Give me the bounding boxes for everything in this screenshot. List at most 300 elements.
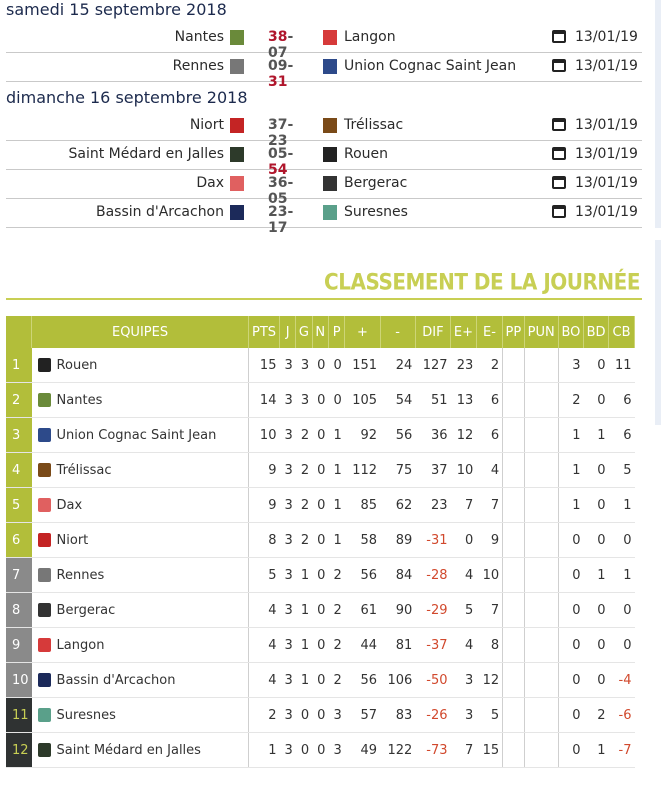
stat-pts: 4 bbox=[249, 663, 280, 698]
stat-bd: 1 bbox=[584, 418, 609, 453]
stat-pts: 10 bbox=[249, 418, 280, 453]
stat-pp bbox=[503, 698, 524, 733]
stat-pun bbox=[524, 523, 558, 558]
team-logo-icon bbox=[38, 743, 51, 757]
match-date: 13/01/19 bbox=[575, 58, 638, 74]
calendar-icon bbox=[552, 30, 566, 43]
team-cell[interactable] bbox=[32, 628, 249, 663]
stat-eminus: 7 bbox=[476, 488, 502, 523]
away-team[interactable]: Rouen bbox=[344, 146, 389, 162]
stat-pts: 8 bbox=[249, 523, 280, 558]
stat-bd: 0 bbox=[584, 348, 609, 383]
match-date: 13/01/19 bbox=[575, 146, 638, 162]
team-logo-icon bbox=[38, 708, 51, 722]
header-eplus: E+ bbox=[451, 316, 477, 348]
rank: 10 bbox=[6, 663, 32, 698]
away-score: 31 bbox=[268, 74, 288, 90]
stat-plus: 56 bbox=[345, 558, 380, 593]
stat-j: 3 bbox=[279, 698, 295, 733]
standings-row bbox=[6, 348, 635, 383]
stat-p: 2 bbox=[328, 593, 344, 628]
match-date: 13/01/19 bbox=[575, 175, 638, 191]
stat-plus: 105 bbox=[345, 383, 380, 418]
stat-pts: 2 bbox=[249, 698, 280, 733]
stat-dif: 127 bbox=[415, 348, 450, 383]
stat-eminus: 2 bbox=[476, 348, 502, 383]
team-cell[interactable] bbox=[32, 733, 249, 768]
team-cell[interactable] bbox=[32, 558, 249, 593]
stat-eplus: 13 bbox=[451, 383, 477, 418]
stat-p: 3 bbox=[328, 698, 344, 733]
rank: 9 bbox=[6, 628, 32, 663]
header-bo: BO bbox=[558, 316, 583, 348]
stat-minus: 89 bbox=[380, 523, 415, 558]
away-team[interactable]: Bergerac bbox=[344, 175, 408, 191]
score: 05-54 bbox=[268, 146, 294, 178]
stat-n: 0 bbox=[312, 383, 328, 418]
team-cell[interactable] bbox=[32, 383, 249, 418]
stat-bo: 0 bbox=[558, 663, 583, 698]
stat-bd: 0 bbox=[584, 593, 609, 628]
team-cell[interactable] bbox=[32, 453, 249, 488]
header-pts: PTS bbox=[249, 316, 280, 348]
stat-eminus: 6 bbox=[476, 418, 502, 453]
header-dif: DIF bbox=[415, 316, 450, 348]
stat-bo: 1 bbox=[558, 488, 583, 523]
home-team[interactable]: Dax bbox=[196, 175, 224, 191]
stat-bo: 0 bbox=[558, 523, 583, 558]
stat-p: 3 bbox=[328, 733, 344, 768]
team-name: Trélissac bbox=[56, 462, 112, 478]
stat-eminus: 15 bbox=[476, 733, 502, 768]
team-name: Langon bbox=[56, 637, 105, 653]
stat-g: 1 bbox=[296, 593, 312, 628]
stat-pp bbox=[503, 418, 524, 453]
standings-row bbox=[6, 663, 635, 698]
rank: 2 bbox=[6, 383, 32, 418]
stat-pun bbox=[524, 663, 558, 698]
stat-cb: 6 bbox=[609, 383, 635, 418]
stat-pun bbox=[524, 418, 558, 453]
rank: 4 bbox=[6, 453, 32, 488]
team-name: Suresnes bbox=[56, 707, 116, 723]
stat-bo: 0 bbox=[558, 733, 583, 768]
away-team[interactable]: Trélissac bbox=[344, 117, 404, 133]
stat-minus: 83 bbox=[380, 698, 415, 733]
stat-minus: 62 bbox=[380, 488, 415, 523]
home-score: 09 bbox=[268, 58, 288, 74]
stat-n: 0 bbox=[312, 733, 328, 768]
stat-pts: 15 bbox=[249, 348, 280, 383]
header-bd: BD bbox=[584, 316, 609, 348]
stat-bd: 0 bbox=[584, 628, 609, 663]
stat-bo: 0 bbox=[558, 628, 583, 663]
stat-bo: 2 bbox=[558, 383, 583, 418]
stat-pun bbox=[524, 558, 558, 593]
stat-dif: -50 bbox=[415, 663, 450, 698]
team-name: Rennes bbox=[56, 567, 105, 583]
calendar-icon bbox=[552, 205, 566, 218]
stat-n: 0 bbox=[312, 663, 328, 698]
stat-pun bbox=[524, 453, 558, 488]
team-logo-icon bbox=[38, 638, 51, 652]
stat-pun bbox=[524, 348, 558, 383]
stat-minus: 56 bbox=[380, 418, 415, 453]
team-logo-icon bbox=[38, 463, 51, 477]
stat-cb: -7 bbox=[609, 733, 635, 768]
stat-j: 3 bbox=[279, 418, 295, 453]
rank: 8 bbox=[6, 593, 32, 628]
stat-g: 1 bbox=[296, 558, 312, 593]
stat-pp bbox=[503, 558, 524, 593]
stat-eplus: 4 bbox=[451, 628, 477, 663]
stat-bd: 1 bbox=[584, 733, 609, 768]
stat-p: 2 bbox=[328, 558, 344, 593]
stat-dif: -31 bbox=[415, 523, 450, 558]
stat-dif: -73 bbox=[415, 733, 450, 768]
rank: 7 bbox=[6, 558, 32, 593]
standings-row bbox=[6, 488, 635, 523]
rank: 5 bbox=[6, 488, 32, 523]
home-team[interactable]: Saint Médard en Jalles bbox=[68, 146, 224, 162]
match-date: 13/01/19 bbox=[575, 117, 638, 133]
day-heading: samedi 15 septembre 2018 bbox=[6, 0, 227, 19]
header-minus: - bbox=[380, 316, 415, 348]
stat-p: 2 bbox=[328, 663, 344, 698]
sidebar-edge bbox=[655, 0, 661, 228]
stat-pun bbox=[524, 488, 558, 523]
team-name: Union Cognac Saint Jean bbox=[56, 427, 217, 443]
rank: 11 bbox=[6, 698, 32, 733]
stat-j: 3 bbox=[279, 523, 295, 558]
team-cell[interactable] bbox=[32, 523, 249, 558]
stat-pp bbox=[503, 663, 524, 698]
stat-g: 3 bbox=[296, 383, 312, 418]
home-team-logo-icon bbox=[230, 118, 244, 133]
standings-table bbox=[6, 316, 635, 768]
stat-g: 2 bbox=[296, 453, 312, 488]
team-logo-icon bbox=[38, 673, 51, 687]
stat-g: 1 bbox=[296, 628, 312, 663]
home-team[interactable]: Niort bbox=[189, 117, 224, 133]
score: 37-23 bbox=[268, 117, 294, 149]
stat-cb: 11 bbox=[609, 348, 635, 383]
team-logo-icon bbox=[38, 393, 51, 407]
team-cell[interactable] bbox=[32, 418, 249, 453]
stat-eminus: 6 bbox=[476, 383, 502, 418]
stat-pun bbox=[524, 383, 558, 418]
stat-cb: 0 bbox=[609, 628, 635, 663]
team-logo-icon bbox=[38, 568, 51, 582]
stat-cb: -4 bbox=[609, 663, 635, 698]
home-team-logo-icon bbox=[230, 30, 244, 45]
stat-plus: 85 bbox=[345, 488, 380, 523]
away-team-logo-icon bbox=[323, 205, 337, 220]
stat-dif: 36 bbox=[415, 418, 450, 453]
away-score: 54 bbox=[268, 162, 288, 178]
match-row[interactable] bbox=[6, 53, 642, 90]
stat-eplus: 4 bbox=[451, 558, 477, 593]
calendar-icon bbox=[552, 59, 566, 72]
stat-n: 0 bbox=[312, 453, 328, 488]
stat-n: 0 bbox=[312, 488, 328, 523]
stat-g: 0 bbox=[296, 698, 312, 733]
standings-row bbox=[6, 523, 635, 558]
stat-minus: 24 bbox=[380, 348, 415, 383]
stat-pts: 9 bbox=[249, 488, 280, 523]
rank: 6 bbox=[6, 523, 32, 558]
stat-cb: 0 bbox=[609, 523, 635, 558]
match-date: 13/01/19 bbox=[575, 29, 638, 45]
away-score: 23 bbox=[268, 133, 288, 149]
home-team[interactable]: Nantes bbox=[174, 29, 224, 45]
standings-row bbox=[6, 628, 635, 663]
stat-cb: 0 bbox=[609, 593, 635, 628]
match-row[interactable] bbox=[6, 170, 642, 207]
team-cell[interactable] bbox=[32, 663, 249, 698]
stat-plus: 112 bbox=[345, 453, 380, 488]
score: 38-07 bbox=[268, 29, 294, 61]
calendar-icon bbox=[552, 147, 566, 160]
away-team-logo-icon bbox=[323, 176, 337, 191]
home-team[interactable]: Bassin d'Arcachon bbox=[95, 204, 224, 220]
stat-plus: 61 bbox=[345, 593, 380, 628]
stat-cb: 6 bbox=[609, 418, 635, 453]
team-name: Rouen bbox=[56, 357, 98, 373]
stat-bd: 1 bbox=[584, 558, 609, 593]
header-j: J bbox=[279, 316, 295, 348]
stat-n: 0 bbox=[312, 558, 328, 593]
stat-bd: 2 bbox=[584, 698, 609, 733]
header-eminus: E- bbox=[476, 316, 502, 348]
away-score: 17 bbox=[268, 220, 288, 236]
rank: 3 bbox=[6, 418, 32, 453]
standings-row bbox=[6, 453, 635, 488]
standings-row bbox=[6, 733, 635, 768]
stat-bd: 0 bbox=[584, 663, 609, 698]
stat-eplus: 3 bbox=[451, 698, 477, 733]
away-team-logo-icon bbox=[323, 59, 337, 74]
header-equipes: EQUIPES bbox=[32, 316, 249, 348]
team-cell[interactable] bbox=[32, 698, 249, 733]
team-cell[interactable] bbox=[32, 348, 249, 383]
stat-j: 3 bbox=[279, 733, 295, 768]
stat-eminus: 5 bbox=[476, 698, 502, 733]
stat-g: 3 bbox=[296, 348, 312, 383]
team-name: Saint Médard en Jalles bbox=[56, 742, 201, 758]
away-team-logo-icon bbox=[323, 118, 337, 133]
standings-row bbox=[6, 593, 635, 628]
match-row[interactable] bbox=[6, 141, 642, 178]
stat-eplus: 23 bbox=[451, 348, 477, 383]
team-cell[interactable] bbox=[32, 593, 249, 628]
away-team[interactable]: Suresnes bbox=[344, 204, 408, 220]
stat-cb: 1 bbox=[609, 488, 635, 523]
header-rank bbox=[6, 316, 32, 348]
stat-pp bbox=[503, 383, 524, 418]
team-name: Bassin d'Arcachon bbox=[56, 672, 176, 688]
stat-bo: 0 bbox=[558, 593, 583, 628]
stat-g: 0 bbox=[296, 733, 312, 768]
team-logo-icon bbox=[38, 358, 51, 372]
stat-eplus: 12 bbox=[451, 418, 477, 453]
stat-pp bbox=[503, 628, 524, 663]
standings-body bbox=[6, 348, 635, 768]
stat-cb: 1 bbox=[609, 558, 635, 593]
stat-bo: 3 bbox=[558, 348, 583, 383]
away-team[interactable]: Union Cognac Saint Jean bbox=[344, 58, 517, 74]
stat-pun bbox=[524, 698, 558, 733]
home-score: 23 bbox=[268, 204, 288, 220]
stat-eminus: 12 bbox=[476, 663, 502, 698]
sidebar-edge bbox=[655, 240, 661, 425]
away-score: 05 bbox=[268, 191, 288, 207]
team-cell[interactable] bbox=[32, 488, 249, 523]
stat-pp bbox=[503, 733, 524, 768]
home-team-logo-icon bbox=[230, 59, 244, 74]
team-logo-icon bbox=[38, 533, 51, 547]
stat-p: 0 bbox=[328, 348, 344, 383]
stat-minus: 122 bbox=[380, 733, 415, 768]
rank: 1 bbox=[6, 348, 32, 383]
stat-pts: 4 bbox=[249, 593, 280, 628]
stat-minus: 84 bbox=[380, 558, 415, 593]
stat-pp bbox=[503, 488, 524, 523]
team-name: Bergerac bbox=[56, 602, 116, 618]
standings-row bbox=[6, 558, 635, 593]
stat-p: 1 bbox=[328, 523, 344, 558]
match-row[interactable] bbox=[6, 24, 642, 61]
stat-eminus: 10 bbox=[476, 558, 502, 593]
stat-n: 0 bbox=[312, 698, 328, 733]
stat-j: 3 bbox=[279, 453, 295, 488]
stat-n: 0 bbox=[312, 348, 328, 383]
stat-bd: 0 bbox=[584, 523, 609, 558]
stat-j: 3 bbox=[279, 348, 295, 383]
stat-eminus: 9 bbox=[476, 523, 502, 558]
stat-plus: 56 bbox=[345, 663, 380, 698]
header-cb: CB bbox=[609, 316, 635, 348]
away-team[interactable]: Langon bbox=[344, 29, 396, 45]
stat-pp bbox=[503, 593, 524, 628]
team-name: Niort bbox=[56, 532, 89, 548]
stat-j: 3 bbox=[279, 488, 295, 523]
stat-pts: 9 bbox=[249, 453, 280, 488]
stat-p: 1 bbox=[328, 418, 344, 453]
rank: 12 bbox=[6, 733, 32, 768]
match-row[interactable] bbox=[6, 199, 642, 236]
stat-pts: 1 bbox=[249, 733, 280, 768]
stat-eplus: 0 bbox=[451, 523, 477, 558]
stat-g: 2 bbox=[296, 488, 312, 523]
stat-dif: -37 bbox=[415, 628, 450, 663]
stat-n: 0 bbox=[312, 418, 328, 453]
stat-plus: 58 bbox=[345, 523, 380, 558]
stat-dif: -26 bbox=[415, 698, 450, 733]
stat-eminus: 4 bbox=[476, 453, 502, 488]
header-g: G bbox=[296, 316, 312, 348]
stat-bo: 1 bbox=[558, 418, 583, 453]
stat-j: 3 bbox=[279, 383, 295, 418]
stat-cb: 5 bbox=[609, 453, 635, 488]
stat-minus: 90 bbox=[380, 593, 415, 628]
classement-title: CLASSEMENT DE LA JOURNÉE bbox=[324, 268, 640, 296]
stat-pp bbox=[503, 453, 524, 488]
team-name: Dax bbox=[56, 497, 83, 513]
stat-pun bbox=[524, 733, 558, 768]
stat-pts: 4 bbox=[249, 628, 280, 663]
stat-bo: 0 bbox=[558, 698, 583, 733]
stat-pp bbox=[503, 348, 524, 383]
stat-bd: 0 bbox=[584, 383, 609, 418]
stat-pun bbox=[524, 628, 558, 663]
stat-eminus: 8 bbox=[476, 628, 502, 663]
home-team-logo-icon bbox=[230, 176, 244, 191]
stat-n: 0 bbox=[312, 523, 328, 558]
stat-plus: 49 bbox=[345, 733, 380, 768]
stat-bd: 0 bbox=[584, 453, 609, 488]
stat-minus: 75 bbox=[380, 453, 415, 488]
title-rule bbox=[6, 298, 642, 300]
calendar-icon bbox=[552, 176, 566, 189]
away-team-logo-icon bbox=[323, 147, 337, 162]
stat-j: 3 bbox=[279, 593, 295, 628]
stat-cb: -6 bbox=[609, 698, 635, 733]
team-logo-icon bbox=[38, 603, 51, 617]
standings-header bbox=[6, 316, 635, 348]
stat-eplus: 3 bbox=[451, 663, 477, 698]
header-plus: + bbox=[345, 316, 380, 348]
team-logo-icon bbox=[38, 498, 51, 512]
standings-row bbox=[6, 698, 635, 733]
stat-minus: 54 bbox=[380, 383, 415, 418]
stat-pts: 14 bbox=[249, 383, 280, 418]
stat-p: 1 bbox=[328, 488, 344, 523]
stat-j: 3 bbox=[279, 628, 295, 663]
stat-dif: 23 bbox=[415, 488, 450, 523]
stat-dif: 51 bbox=[415, 383, 450, 418]
stat-bo: 0 bbox=[558, 558, 583, 593]
home-team-logo-icon bbox=[230, 205, 244, 220]
team-name: Nantes bbox=[56, 392, 103, 408]
stat-j: 3 bbox=[279, 558, 295, 593]
stat-plus: 151 bbox=[345, 348, 380, 383]
stat-bd: 0 bbox=[584, 488, 609, 523]
stat-eminus: 7 bbox=[476, 593, 502, 628]
team-logo-icon bbox=[38, 428, 51, 442]
stat-j: 3 bbox=[279, 663, 295, 698]
stat-pp bbox=[503, 523, 524, 558]
stat-eplus: 7 bbox=[451, 488, 477, 523]
stat-bo: 1 bbox=[558, 453, 583, 488]
score: 09-31 bbox=[268, 58, 294, 90]
stat-pun bbox=[524, 593, 558, 628]
stat-eplus: 7 bbox=[451, 733, 477, 768]
away-team-logo-icon bbox=[323, 30, 337, 45]
home-score: 38 bbox=[268, 29, 288, 45]
match-row[interactable] bbox=[6, 112, 642, 149]
stat-plus: 44 bbox=[345, 628, 380, 663]
stat-minus: 81 bbox=[380, 628, 415, 663]
stat-dif: 37 bbox=[415, 453, 450, 488]
away-score: 07 bbox=[268, 45, 288, 61]
home-team[interactable]: Rennes bbox=[172, 58, 224, 74]
header-n: N bbox=[312, 316, 328, 348]
stat-n: 0 bbox=[312, 628, 328, 663]
calendar-icon bbox=[552, 118, 566, 131]
day-heading: dimanche 16 septembre 2018 bbox=[6, 88, 248, 107]
stat-eplus: 10 bbox=[451, 453, 477, 488]
